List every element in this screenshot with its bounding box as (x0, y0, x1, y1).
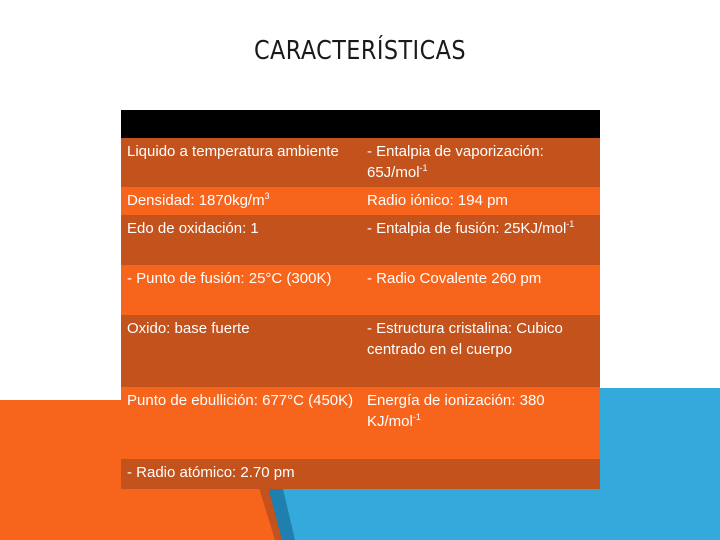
table-cell-left: Densidad: $1870kg/m^3$ (121, 187, 361, 215)
table-cell-left: Oxido: base fuerte (121, 315, 361, 387)
table-cell-left: Edo de oxidación: 1 (121, 215, 361, 265)
table-cell-left: - Radio atómico: 2.70 pm (121, 459, 361, 489)
table-cell-right: - Estructura cristalina: Cubico centrado en el cuerpo (361, 315, 600, 387)
table-row (121, 315, 600, 387)
table-cell-left: - Punto de fusión: 25°C (300K) (121, 265, 361, 315)
table-row (121, 265, 600, 315)
table-header-row (121, 110, 600, 138)
table-cell-right: Energía de ionización: 380 KJ/mol$^{-1}$ (361, 387, 600, 459)
table-row (121, 138, 600, 187)
table-row (121, 187, 600, 215)
table-cell-right (361, 459, 600, 489)
table-cell-right: - Radio Covalente 260 pm (361, 265, 600, 315)
table-cell-right: - Entalpia de vaporización: 65J/mol$^{-1}$ (361, 138, 600, 187)
properties-table (121, 110, 600, 489)
table-row (121, 215, 600, 265)
table-cell-left: Punto de ebullición: 677°C (450K) (121, 387, 361, 459)
table-cell-right: Radio iónico: 194 pm (361, 187, 600, 215)
table-cell-right: - Entalpia de fusión: 25KJ/mol$^{-1}$ (361, 215, 600, 265)
table-cell-left: Liquido a temperatura ambiente (121, 138, 361, 187)
table-row (121, 387, 600, 459)
slide-title: CARACTERÍSTICAS (254, 36, 466, 66)
blue-shape-right (600, 388, 720, 540)
table-row (121, 459, 600, 489)
